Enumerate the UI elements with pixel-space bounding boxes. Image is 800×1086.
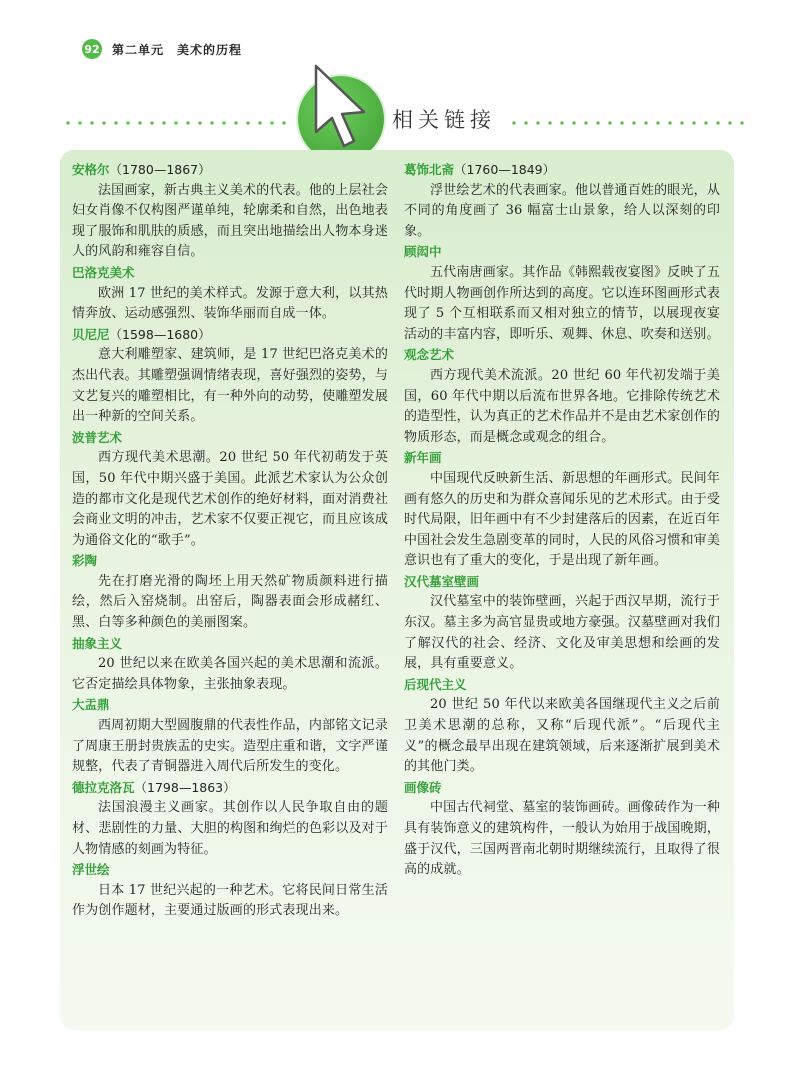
entry-term: 德拉克洛瓦: [72, 779, 135, 795]
glossary-entry: [72, 860, 388, 922]
entry-dates: （1598—1680）: [109, 326, 211, 342]
entry-dates: （1780—1867）: [109, 162, 211, 177]
entry-heading: [404, 778, 720, 799]
glossary-entry: [404, 572, 720, 675]
page-header: [82, 38, 242, 60]
entry-heading: [404, 160, 720, 181]
dotted-divider-right: [508, 121, 748, 125]
entry-description: 浮世绘艺术的代表画家。他以普通百姓的眼光，从不同的角度画了 36 幅富士山景象，给人以深刻的印象。: [404, 182, 720, 239]
entry-heading: [72, 860, 388, 881]
entry-term: 浮世绘: [72, 862, 110, 878]
entry-description: 欧洲 17 世纪的美术样式。发源于意大利，以其热情奔放、运动感强烈、装饰华丽而自成一体。: [72, 285, 388, 322]
entry-term: 观念艺术: [404, 347, 455, 363]
entry-heading: [72, 634, 388, 655]
entry-heading: [404, 572, 720, 593]
entry-description: 法国画家，新古典主义美术的代表。他的上层社会妇女肖像不仅构图严谨单纯，轮廓柔和自然，出色地表现了服饰和肌肤的质感，而且突出地描绘出人物本身迷人的风韵和雍容自信。: [72, 182, 388, 260]
entry-term: 彩陶: [72, 553, 98, 569]
entry-heading: [404, 242, 720, 263]
entry-term: 画像砖: [404, 779, 442, 795]
entry-heading: [72, 778, 388, 799]
right-column: [404, 160, 720, 881]
glossary-entry: [72, 325, 388, 428]
entry-dates: （1760—1849）: [454, 162, 556, 177]
entry-description: 法国浪漫主义画家。其创作以人民争取自由的题材、悲剧性的力量、大胆的构图和绚烂的色彩以及对于人物情感的刻画为特征。: [72, 800, 388, 857]
left-column: [72, 160, 388, 922]
entry-heading: [72, 263, 388, 284]
glossary-entry: [72, 263, 388, 325]
glossary-entry: [72, 778, 388, 860]
entry-description: 五代南唐画家。其作品《韩熙载夜宴图》反映了五代时期人物画创作所达到的高度。它以连环图画形式表现了 5 个互相联系而又相对独立的情节，以展现夜宴活动的丰富内容，即听乐、观舞、休息、吹奏和送别。: [404, 264, 720, 342]
entry-description: 中国现代反映新生活、新思想的年画形式。民间年画有悠久的历史和为群众喜闻乐见的艺术形式。由于受时代局限，旧年画中有不少封建落后的因素，在近百年中国社会发生急剧变革的同时，人民的风俗习惯和审美意识也有了重大的变化，于是出现了新年画。: [404, 470, 720, 569]
entry-description: 20 世纪 50 年代以来欧美各国继现代主义之后前卫美术思潮的总称，又称“后现代派”。“后现代主义”的概念最早出现在建筑领域，后来逐渐扩展到美术的其他门类。: [404, 697, 720, 775]
glossary-entry: [72, 634, 388, 696]
entry-term: 后现代主义: [404, 676, 467, 692]
entry-heading: [72, 551, 388, 572]
entry-description: 西周初期大型圆腹鼎的代表性作品，内部铭文记录了周康王册封贵族盂的史实。造型庄重和谐，文字严谨规整，代表了青铜器进入周代后所发生的变化。: [72, 718, 388, 775]
glossary-entry: [404, 160, 720, 242]
entry-heading: [72, 428, 388, 449]
entry-heading: [404, 345, 720, 366]
unit-title: 第二单元 美术的历程: [112, 42, 243, 57]
entry-description: 汉代墓室中的装饰壁画，兴起于西汉早期，流行于东汉。墓主多为高官显贵或地方豪强。汉墓壁画对我们了解汉代的社会、经济、文化及审美思想和绘画的发展，具有重要意义。: [404, 594, 720, 672]
entry-heading: [72, 695, 388, 716]
entry-term: 汉代墓室壁画: [404, 573, 480, 589]
entry-description: 20 世纪以来在欧美各国兴起的美术思潮和流派。它否定描绘具体物象，主张抽象表现。: [72, 656, 388, 692]
entry-heading: [404, 675, 720, 696]
glossary-entry: [404, 242, 720, 345]
section-title: 相关链接: [392, 108, 496, 132]
glossary-entry: [72, 695, 388, 777]
entry-description: 先在打磨光滑的陶坯上用天然矿物质颜料进行描绘，然后入窑烧制。出窑后，陶器表面会形成赭红、黑、白等多种颜色的美丽图案。: [72, 573, 388, 631]
entry-term: 贝尼尼: [72, 326, 110, 342]
entry-term: 巴洛克美术: [72, 264, 135, 280]
page-number-badge: 92: [82, 39, 102, 59]
entry-dates: （1798—1863）: [134, 779, 236, 795]
glossary-entry: [404, 345, 720, 448]
glossary-entry: [72, 551, 388, 633]
entry-term: 大盂鼎: [72, 697, 110, 713]
glossary-entry: [72, 428, 388, 552]
entry-description: 西方现代美术流派。20 世纪 60 年代初发端于美国，60 年代中期以后流布世界各地。它排除传统艺术的造型性，认为真正的艺术作品并不是由艺术家创作的物质形态，而是概念或观念的组合。: [404, 367, 720, 445]
entry-term: 新年画: [404, 450, 442, 466]
entry-description: 意大利雕塑家、建筑师，是 17 世纪巴洛克美术的杰出代表。其雕塑强调情绪表现，喜好强烈的姿势，与文艺复兴的雕塑相比，有一种外向的动势，使雕塑发展出一种新的空间关系。: [72, 347, 388, 425]
entry-heading: [404, 448, 720, 469]
entry-heading: [72, 325, 388, 346]
cursor-arrow-icon: [308, 62, 370, 152]
entry-term: 波普艺术: [72, 429, 123, 445]
glossary-entry: [404, 778, 720, 881]
entry-term: 安格尔: [72, 162, 110, 177]
entry-description: 中国古代祠堂、墓室的装饰画砖。画像砖作为一种具有装饰意义的建筑构件，一般认为始用于战国晚期，盛于汉代，三国两晋南北朝时期继续流行，且取得了很高的成就。: [404, 800, 720, 878]
dotted-divider-left: [62, 121, 294, 125]
glossary-entry: [72, 160, 388, 263]
entry-term: 顾闳中: [404, 244, 442, 260]
entry-description: 日本 17 世纪兴起的一种艺术。它将民间日常生活作为创作题材，主要通过版画的形式表现出来。: [72, 882, 388, 919]
section-banner: [0, 62, 800, 162]
entry-term: 葛饰北斋: [404, 162, 455, 177]
entry-term: 抽象主义: [72, 635, 123, 651]
glossary-entry: [404, 675, 720, 778]
entry-description: 西方现代美术思潮。20 世纪 50 年代初萌发于英国，50 年代中期兴盛于美国。此派艺术家认为公众创造的都市文化是现代艺术创作的绝好材料，面对消费社会商业文明的冲击，艺术家不仅要正视它，而且应该成为通俗文化的“歌手”。: [72, 450, 388, 548]
glossary-entry: [404, 448, 720, 572]
entry-heading: [72, 160, 388, 181]
